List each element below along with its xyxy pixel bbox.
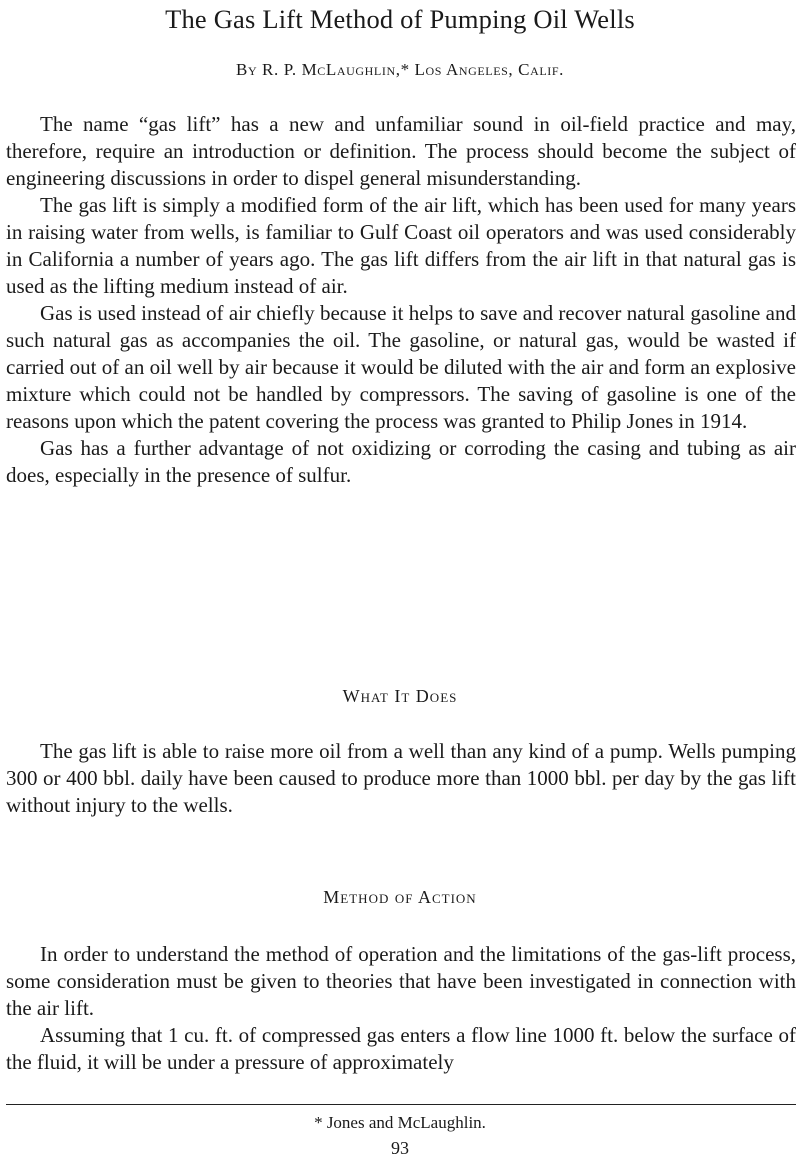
article-title: The Gas Lift Method of Pumping Oil Wells [165, 4, 635, 34]
paragraph: The name “gas lift” has a new and unfamiliar sound in oil-field practice and may, therefore, require an introduction or definition. The process should become the subject of engineering discussions in order to dispel general misunderstanding. [6, 112, 796, 190]
paragraph: Gas is used instead of air chiefly because it helps to save and recover natural gasoline and such natural gas as accompanies the oil. The gasoline, or natural gas, would be wasted if carried out of an oil well by air because it would be diluted with the air and form an explosive mixture which could not be handled by compressors. The saving of gasoline is one of the reasons upon which the patent covering the process was granted to Philip Jones in 1914. [6, 301, 796, 433]
what-it-does-section [6, 738, 796, 819]
author-byline: By R. P. McLaughlin,* Los Angeles, Calif. [236, 60, 564, 79]
section-heading-method-of-action: Method of Action [323, 887, 477, 907]
footnote: * Jones and McLaughlin. [314, 1113, 486, 1132]
section-heading-what-it-does: What It Does [342, 686, 458, 706]
page-number: 93 [391, 1138, 409, 1158]
footnote-divider [6, 1104, 796, 1105]
method-of-action-section [6, 941, 796, 1076]
intro-section [6, 111, 796, 489]
paragraph: Assuming that 1 cu. ft. of compressed gas enters a flow line 1000 ft. below the surface of the fluid, it will be under a pressure of approximately [6, 1023, 796, 1074]
paragraph: In order to understand the method of operation and the limitations of the gas-lift process, some consideration must be given to theories that have been investigated in connection with the air lift. [6, 942, 796, 1020]
paragraph: Gas has a further advantage of not oxidizing or corroding the casing and tubing as air does, especially in the presence of sulfur. [6, 436, 796, 487]
paragraph: The gas lift is able to raise more oil from a well than any kind of a pump. Wells pumping 300 or 400 bbl. daily have been caused to produce more than 1000 bbl. per day by the gas lift without injury to the wells. [6, 739, 796, 817]
paragraph: The gas lift is simply a modified form of the air lift, which has been used for many years in raising water from wells, is familiar to Gulf Coast oil operators and was used considerably in California a number of years ago. The gas lift differs from the air lift in that natural gas is used as the lifting medium instead of air. [6, 193, 796, 298]
